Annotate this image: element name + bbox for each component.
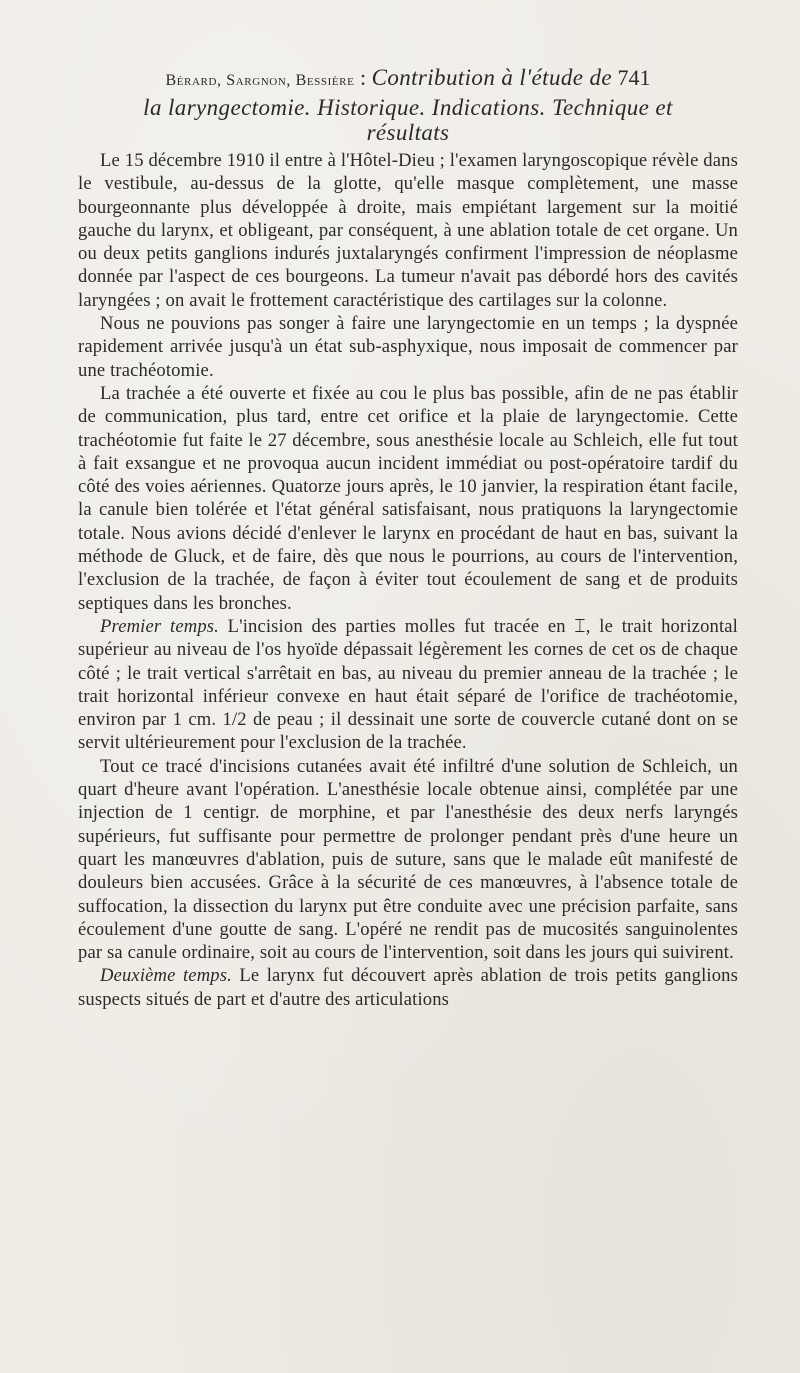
paragraph [78,615,738,755]
paragraph [78,149,738,312]
page-number: 741 [617,65,651,90]
paragraph-lead: Premier temps. [100,615,219,637]
paragraph [78,382,738,615]
header-title-part1: Contribution à l'étude de [371,65,613,90]
header-title-line-2: la laryngectomie. Historique. Indications. Technique et [143,95,673,120]
paragraph-text: Le larynx fut découvert après ablation de trois petits ganglions suspects situés de part et d'autre des articulations [78,965,738,1010]
header-authors: Bérard, Sargnon, Bessière [165,72,355,89]
body-text [78,149,738,1011]
paragraph-text: Tout ce tracé d'incisions cutanées avait été infiltré d'une solution de Schleich, un quart d'heure avant l'opération. L'anesthésie locale obtenue ainsi, complétée par une injection de 1 centigr. de morphine, et par l'anesthésie des deux nerfs laryngés supérieurs, fut suffisante pour permettre de prolonger pendant près d'une heure un quart les manœuvres d'ablation, puis de suture, sans que le malade eût manifesté de douleurs bien accusées. Grâce à la sécurité de ces manœuvres, à l'absence totale de suffocation, la dissection du larynx put être conduite avec une précision parfaite, sans écoulement d'une goutte de sang. L'opéré ne rendit pas de mucosités sanguinolentes par sa canule ordinaire, soit au cours de l'intervention, soit dans les jours qui suivirent. [78,755,738,964]
running-header [78,64,738,145]
paragraph [78,312,738,382]
header-title-line-3: résultats [366,120,450,145]
paragraph-text: Nous ne pouvions pas songer à faire une laryngectomie en un temps ; la dyspnée rapidement arrivée jusqu'à un état sub-asphyxique, nous imposait de commencer par une trachéotomie. [78,313,738,381]
paragraph [78,964,738,1011]
paragraph [78,755,738,965]
paragraph-lead: Deuxième temps. [100,965,232,987]
paragraph-text: Le 15 décembre 1910 il entre à l'Hôtel-Dieu ; l'examen laryngoscopique révèle dans le vestibule, au-dessus de la glotte, qu'elle masque complètement, une masse bourgeonnante plus développée à droite, mais empiétant largement sur la moitié gauche du larynx, et obligeant, par conséquent, à une ablation totale de cet organe. Un ou deux petits ganglions indurés juxtalaryngés confirment l'impression de néoplasme donnée par l'aspect de ces bourgeons. La tumeur n'avait pas débordé hors des cavités laryngées ; on avait le frottement caractéristique des cartilages sur la colonne. [78,150,738,311]
header-separator: : [354,65,372,90]
paragraph-text: L'incision des parties molles fut tracée en ⌶, le trait horizontal supérieur au niveau de l'os hyoïde dépassait légèrement les cornes de cet os de chaque côté ; le trait vertical s'arrêtait en bas, au niveau du premier anneau de la trachée ; le trait horizontal inférieur convexe en haut était séparé de l'orifice de trachéotomie, environ par 1 cm. 1/2 de peau ; il dessinait une sorte de couvercle cutané dont on se servit ultérieurement pour l'exclusion de la trachée. [78,615,738,754]
header-line-1 [78,64,738,95]
paragraph-text: La trachée a été ouverte et fixée au cou le plus bas possible, afin de ne pas établir de communication, plus tard, entre cet orifice et la plaie de laryngectomie. Cette trachéotomie fut faite le 27 décembre, sous anesthésie locale au Schleich, elle fut tout à fait exsangue et ne provoqua aucun incident immédiat ou post-opératoire tardif du côté des voies aériennes. Quatorze jours après, le 10 janvier, la respiration étant facile, la canule bien tolérée et l'état général satisfaisant, nous pratiquons la laryngectomie totale. Nous avions décidé d'enlever le larynx en procédant de haut en bas, suivant la méthode de Gluck, et de faire, dès que nous le pourrions, au cours de l'intervention, l'exclusion de la trachée, de façon à éviter tout écoulement de sang et de produits septiques dans les bronches. [78,382,738,614]
